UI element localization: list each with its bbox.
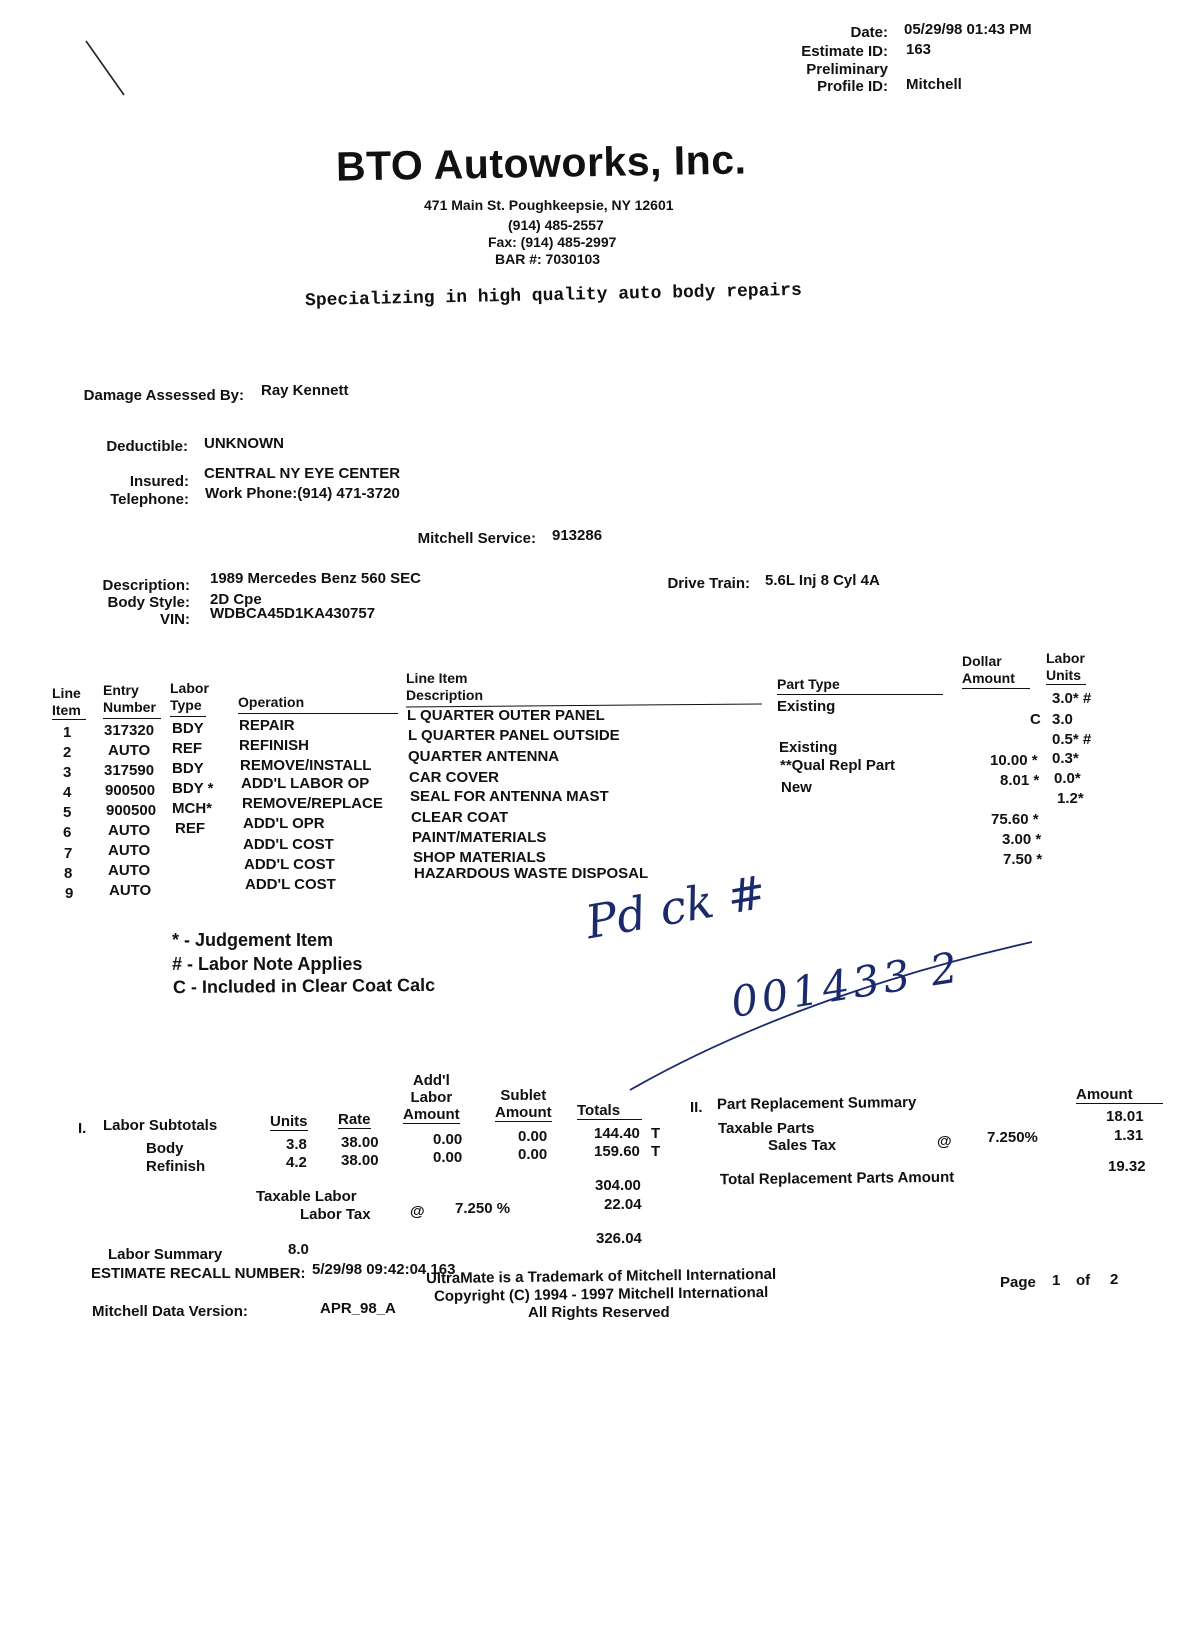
labor-row-total: 144.40 bbox=[594, 1125, 640, 1142]
labor-row-addl: 0.00 bbox=[433, 1149, 463, 1166]
cell-entry: 317590 bbox=[104, 762, 155, 779]
parts-summary-title: Part Replacement Summary bbox=[716, 1093, 917, 1114]
trademark-notice: UltraMate is a Trademark of Mitchell International bbox=[425, 1265, 777, 1288]
taxable-labor-value: 304.00 bbox=[595, 1177, 641, 1194]
profile-id-label: Profile ID: bbox=[817, 78, 888, 95]
cell-line: 4 bbox=[63, 784, 72, 801]
drive-train-value: 5.6L Inj 8 Cyl 4A bbox=[765, 572, 880, 589]
header-underline bbox=[962, 688, 1030, 689]
cell-operation: REMOVE/REPLACE bbox=[242, 795, 383, 812]
col-header-operation: Operation bbox=[238, 694, 305, 710]
company-fax: Fax: (914) 485-2997 bbox=[488, 234, 617, 250]
labor-section-number: I. bbox=[78, 1120, 87, 1137]
cell-line: 5 bbox=[63, 804, 72, 821]
cell-operation: ADD'L COST bbox=[243, 836, 334, 853]
sales-tax-value: 1.31 bbox=[1114, 1127, 1144, 1144]
labor-tax-rate: 7.250 % bbox=[455, 1200, 511, 1217]
cell-clear-coat-flag: C bbox=[1030, 711, 1041, 728]
handwritten-paid-check: Pd ck # bbox=[581, 864, 771, 950]
mitchell-service-value: 913286 bbox=[552, 527, 603, 544]
cell-entry: 317320 bbox=[104, 722, 155, 739]
header-underline bbox=[1046, 684, 1086, 685]
cell-line: 6 bbox=[63, 824, 72, 841]
cell-operation: ADD'L COST bbox=[244, 856, 335, 873]
copyright-notice: Copyright (C) 1994 - 1997 Mitchell International bbox=[433, 1283, 769, 1306]
cell-entry: AUTO bbox=[108, 742, 151, 759]
cell-part-type: **Qual Repl Part bbox=[780, 757, 896, 774]
body-style-label: Body Style: bbox=[107, 594, 190, 611]
date-label: Date: bbox=[850, 24, 888, 41]
cell-entry: AUTO bbox=[108, 862, 151, 879]
cell-description: HAZARDOUS WASTE DISPOSAL bbox=[414, 865, 649, 882]
cell-line: 3 bbox=[63, 764, 72, 781]
labor-col-rate: Rate bbox=[338, 1111, 371, 1128]
cell-dollar-amount: 8.01 * bbox=[1000, 772, 1040, 789]
cell-labor-type: REF bbox=[175, 820, 205, 837]
header-underline bbox=[238, 713, 398, 714]
cell-part-type: New bbox=[781, 779, 812, 796]
header-underline bbox=[170, 716, 206, 717]
cell-dollar-amount: 75.60 * bbox=[991, 811, 1039, 828]
cell-labor-units: 3.0 bbox=[1052, 711, 1073, 728]
labor-col-units: Units bbox=[270, 1113, 308, 1130]
deductible-value: UNKNOWN bbox=[204, 435, 284, 452]
recall-value: 5/29/98 09:42:04 163 bbox=[312, 1261, 456, 1278]
telephone-label: Telephone: bbox=[110, 491, 189, 508]
cell-description: SHOP MATERIALS bbox=[413, 849, 546, 866]
insured-label: Insured: bbox=[129, 473, 189, 490]
taxable-labor-label: Taxable Labor bbox=[256, 1188, 357, 1205]
cell-labor-units: 0.5* # bbox=[1052, 731, 1092, 748]
labor-tax-at: @ bbox=[410, 1203, 425, 1220]
handwritten-check-number: 001433 2 bbox=[727, 942, 965, 1027]
data-version-label: Mitchell Data Version: bbox=[92, 1303, 248, 1320]
sales-tax-rate: 7.250% bbox=[987, 1129, 1038, 1146]
labor-row-name: Body bbox=[146, 1140, 184, 1157]
cell-labor-type: BDY bbox=[172, 720, 204, 737]
cell-line: 9 bbox=[65, 885, 74, 902]
cell-entry: AUTO bbox=[109, 882, 152, 899]
col-header-dollar-amount: Dollar Amount bbox=[962, 653, 1015, 686]
sales-tax-at: @ bbox=[937, 1133, 952, 1150]
assessed-by-value: Ray Kennett bbox=[261, 382, 349, 399]
labor-row-sublet: 0.00 bbox=[518, 1146, 548, 1163]
header-underline bbox=[103, 718, 161, 719]
cell-line: 7 bbox=[64, 845, 73, 862]
recall-label: ESTIMATE RECALL NUMBER: bbox=[91, 1265, 306, 1282]
col-header-labor-type: Labor Type bbox=[170, 680, 209, 713]
col-header-entry-number: Entry Number bbox=[103, 682, 156, 715]
cell-part-type: Existing bbox=[777, 698, 836, 715]
estimate-id-label: Estimate ID: bbox=[801, 43, 888, 60]
cell-labor-type: BDY * bbox=[172, 780, 214, 797]
col-header-part-type: Part Type bbox=[777, 676, 840, 692]
cell-entry: 900500 bbox=[106, 802, 157, 819]
taxable-parts-value: 18.01 bbox=[1106, 1108, 1144, 1125]
handwritten-stroke bbox=[600, 930, 1040, 1100]
labor-row-sublet: 0.00 bbox=[518, 1128, 548, 1145]
legend-clear-coat: C - Included in Clear Coat Calc bbox=[172, 974, 436, 998]
mitchell-service-label: Mitchell Service: bbox=[417, 530, 536, 547]
total-parts-value: 19.32 bbox=[1108, 1158, 1146, 1175]
cell-labor-type: BDY bbox=[172, 760, 204, 777]
cell-part-type: Existing bbox=[779, 739, 838, 756]
cell-labor-units: 1.2* bbox=[1057, 790, 1084, 807]
rights-notice: All Rights Reserved bbox=[528, 1304, 670, 1321]
page-number: 1 bbox=[1052, 1272, 1061, 1289]
description-value: 1989 Mercedes Benz 560 SEC bbox=[210, 570, 421, 587]
cell-operation: REPAIR bbox=[239, 717, 295, 734]
vin-label: VIN: bbox=[160, 611, 190, 628]
cell-line: 8 bbox=[64, 865, 73, 882]
cell-line: 1 bbox=[63, 724, 72, 741]
labor-grand-total: 326.04 bbox=[596, 1230, 642, 1247]
company-phone: (914) 485-2557 bbox=[508, 217, 604, 233]
telephone-value: Work Phone:(914) 471-3720 bbox=[205, 485, 400, 502]
cell-labor-units: 0.3* bbox=[1052, 750, 1079, 767]
cell-labor-type: MCH* bbox=[172, 800, 212, 817]
cell-description: L QUARTER PANEL OUTSIDE bbox=[408, 727, 620, 744]
preliminary-label: Preliminary bbox=[806, 61, 888, 78]
page-total: 2 bbox=[1110, 1271, 1119, 1288]
labor-row-units: 3.8 bbox=[286, 1136, 307, 1153]
labor-tax-value: 22.04 bbox=[604, 1196, 642, 1213]
drive-train-label: Drive Train: bbox=[667, 575, 750, 592]
labor-row-tax-flag: T bbox=[651, 1125, 661, 1142]
total-parts-label: Total Replacement Parts Amount bbox=[719, 1168, 955, 1189]
labor-row-addl: 0.00 bbox=[433, 1131, 463, 1148]
cell-dollar-amount: 7.50 * bbox=[1003, 851, 1043, 868]
assessed-by-label: Damage Assessed By: bbox=[83, 387, 244, 404]
labor-summary-value: 8.0 bbox=[288, 1241, 309, 1258]
description-label: Description: bbox=[102, 577, 190, 594]
cell-description: L QUARTER OUTER PANEL bbox=[407, 707, 605, 724]
labor-summary-label: Labor Summary bbox=[108, 1246, 223, 1263]
labor-row-rate: 38.00 bbox=[341, 1152, 379, 1169]
col-header-description: Line Item Description bbox=[406, 670, 484, 703]
cell-description: CLEAR COAT bbox=[411, 809, 509, 826]
profile-id-value: Mitchell bbox=[906, 76, 962, 93]
labor-row-total: 159.60 bbox=[594, 1143, 640, 1160]
company-name: BTO Autoworks, Inc. bbox=[335, 136, 747, 190]
cell-entry: AUTO bbox=[108, 842, 151, 859]
cell-entry: AUTO bbox=[108, 822, 151, 839]
col-header-labor-units: Labor Units bbox=[1046, 650, 1085, 683]
labor-subtotals-title: Labor Subtotals bbox=[103, 1117, 218, 1134]
legend-labor-note: # - Labor Note Applies bbox=[172, 954, 363, 974]
page-label: Page bbox=[1000, 1274, 1036, 1291]
header-underline bbox=[777, 694, 943, 695]
vin-value: WDBCA45D1KA430757 bbox=[210, 605, 376, 622]
cell-operation: ADD'L LABOR OP bbox=[241, 775, 370, 792]
labor-row-units: 4.2 bbox=[286, 1154, 307, 1171]
pen-stroke-mark bbox=[80, 35, 130, 100]
cell-labor-units: 3.0* # bbox=[1052, 690, 1092, 707]
cell-line: 2 bbox=[63, 744, 72, 761]
insured-value: CENTRAL NY EYE CENTER bbox=[204, 465, 401, 482]
cell-labor-type: REF bbox=[172, 740, 202, 757]
cell-description: PAINT/MATERIALS bbox=[412, 829, 547, 846]
cell-description: QUARTER ANTENNA bbox=[408, 748, 560, 765]
labor-row-name: Refinish bbox=[146, 1158, 206, 1175]
labor-tax-label: Labor Tax bbox=[300, 1206, 371, 1223]
header-underline bbox=[52, 719, 86, 720]
cell-dollar-amount: 3.00 * bbox=[1002, 831, 1042, 848]
data-version-value: APR_98_A bbox=[320, 1300, 396, 1317]
cell-operation: ADD'L OPR bbox=[243, 815, 325, 832]
cell-entry: 900500 bbox=[105, 782, 156, 799]
parts-section-number: II. bbox=[690, 1099, 703, 1116]
sales-tax-label: Sales Tax bbox=[768, 1137, 837, 1154]
cell-operation: REFINISH bbox=[239, 737, 310, 754]
labor-col-addl: Add'l Labor Amount bbox=[403, 1072, 460, 1123]
cell-description: SEAL FOR ANTENNA MAST bbox=[410, 788, 609, 805]
legend-judgement: * - Judgement Item bbox=[172, 930, 334, 950]
estimate-id-value: 163 bbox=[906, 41, 932, 58]
taxable-parts-label: Taxable Parts bbox=[718, 1120, 815, 1137]
cell-dollar-amount: 10.00 * bbox=[990, 752, 1038, 769]
cell-operation: REMOVE/INSTALL bbox=[240, 757, 372, 774]
cell-description: CAR COVER bbox=[409, 769, 500, 786]
col-header-line-item: Line Item bbox=[52, 685, 81, 718]
labor-col-totals: Totals bbox=[577, 1102, 642, 1120]
page-of-label: of bbox=[1076, 1272, 1091, 1289]
company-address: 471 Main St. Poughkeepsie, NY 12601 bbox=[424, 197, 674, 213]
cell-operation: ADD'L COST bbox=[245, 876, 336, 893]
labor-row-rate: 38.00 bbox=[341, 1134, 379, 1151]
company-bar-number: BAR #: 7030103 bbox=[495, 251, 601, 267]
labor-row-tax-flag: T bbox=[651, 1143, 661, 1160]
cell-labor-units: 0.0* bbox=[1054, 770, 1081, 787]
deductible-label: Deductible: bbox=[106, 438, 188, 455]
company-tagline: Specializing in high quality auto body repairs bbox=[304, 280, 803, 312]
parts-col-amount: Amount bbox=[1076, 1086, 1163, 1104]
labor-col-sublet: Sublet Amount bbox=[495, 1087, 552, 1121]
date-value: 05/29/98 01:43 PM bbox=[904, 21, 1032, 38]
body-style-value: 2D Cpe bbox=[210, 591, 262, 608]
